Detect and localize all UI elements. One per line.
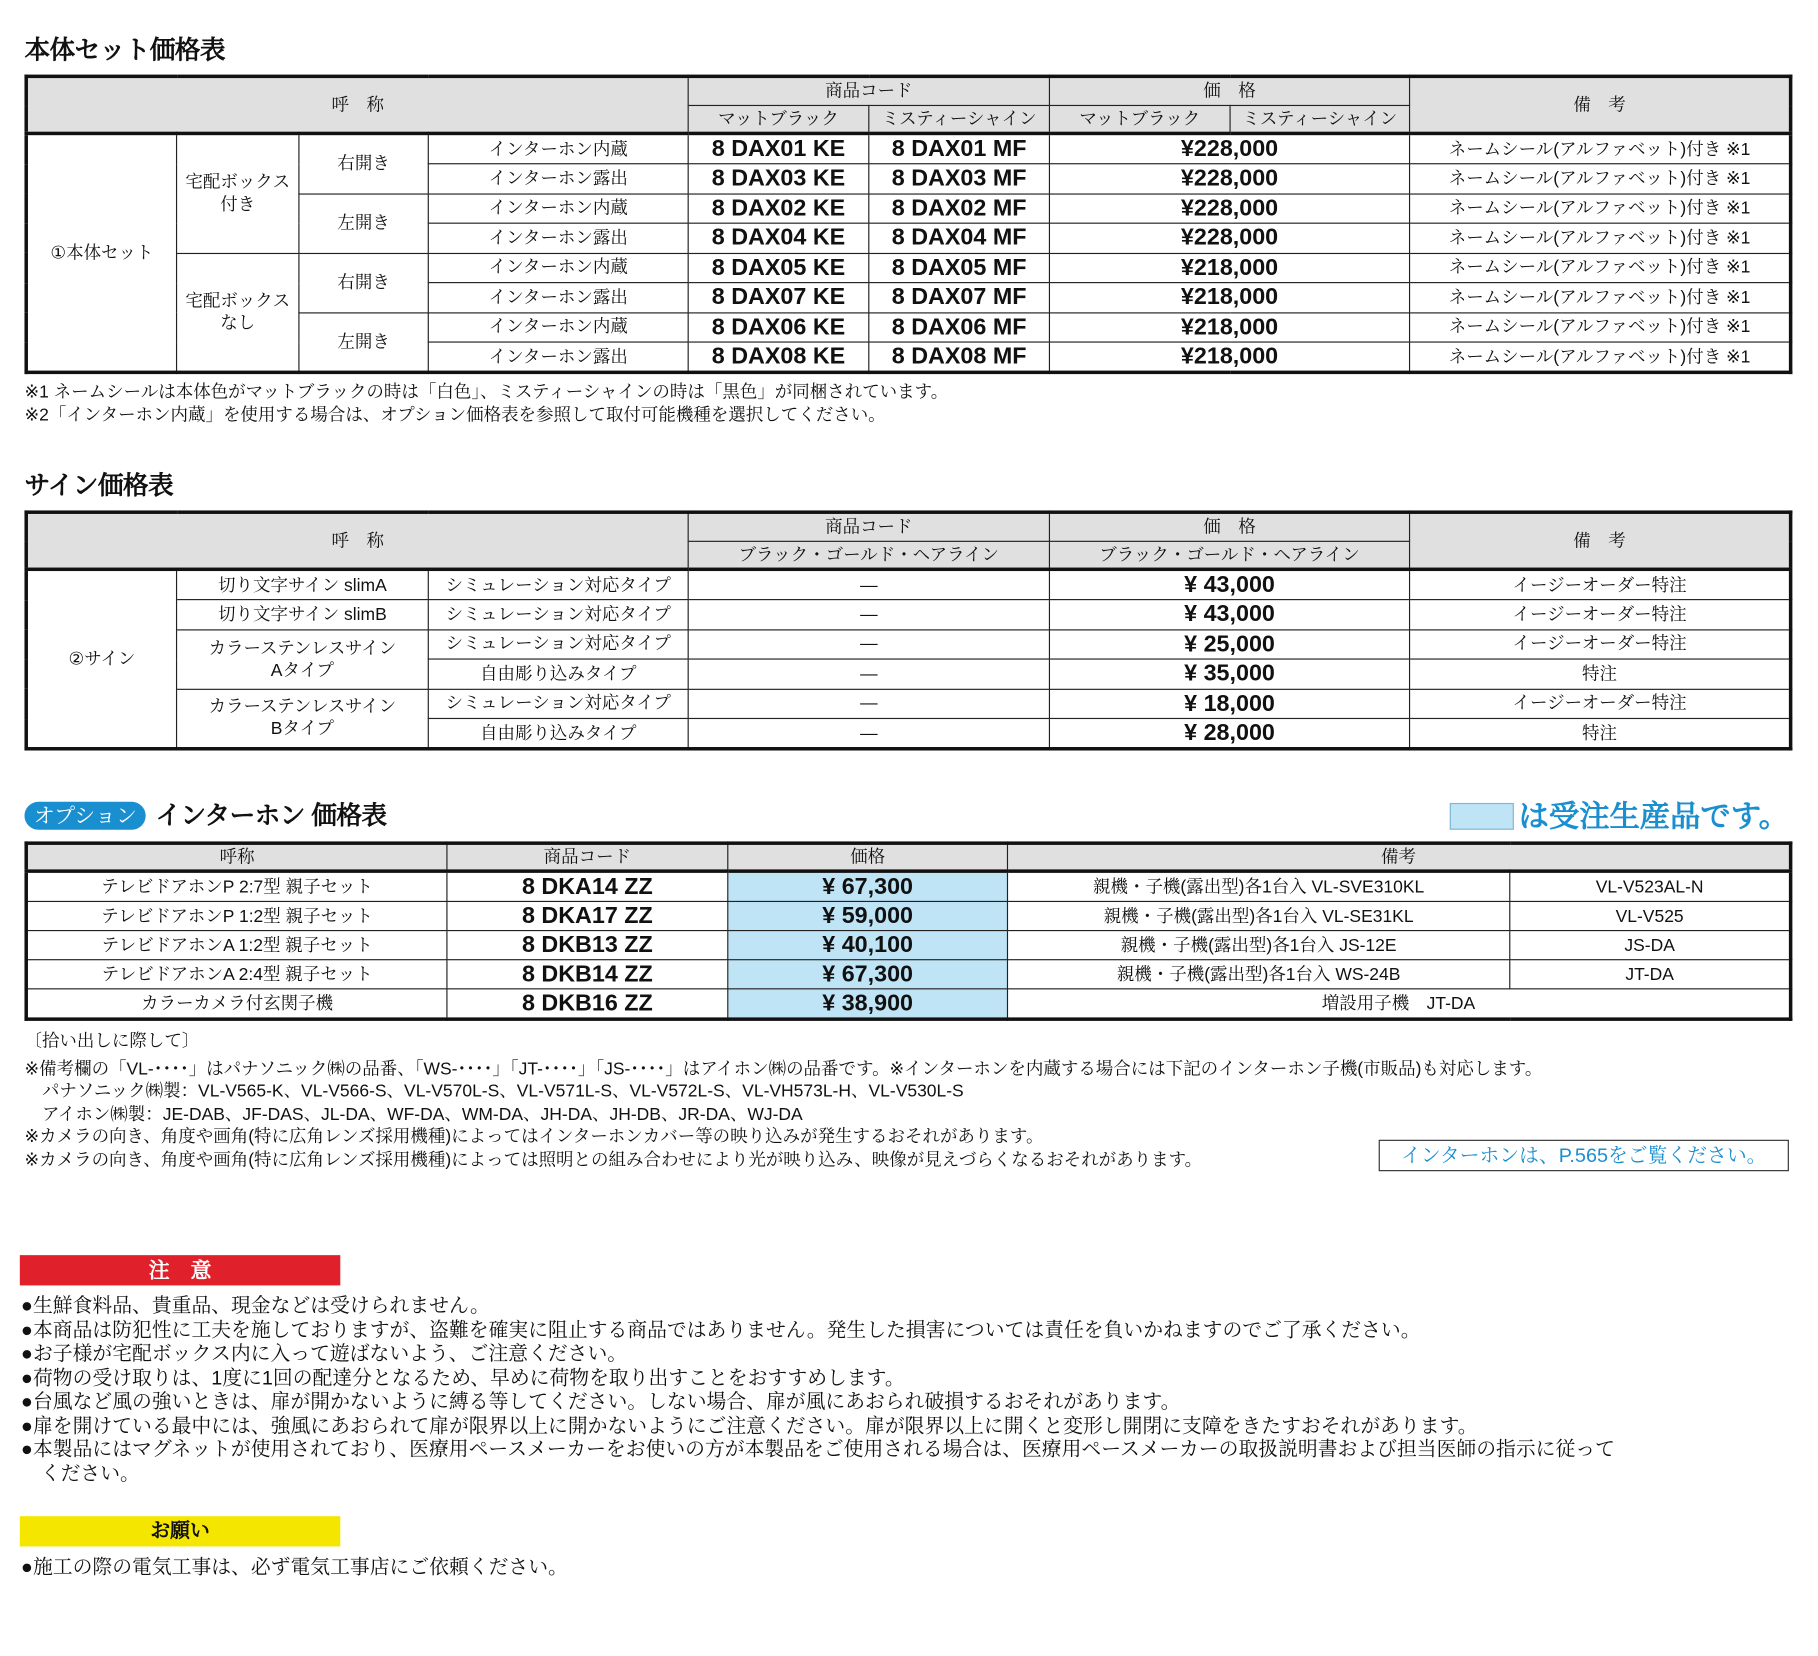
remarks: 特注	[1410, 718, 1791, 748]
table-row	[26, 931, 1790, 960]
remarks: ネームシール(アルファベット)付き ※1	[1410, 223, 1791, 253]
product-code-matte-black: 8 DAX06 KE	[688, 312, 869, 342]
caution-header: 注 意	[20, 1255, 340, 1285]
product-code-misty-shine: 8 DAX08 MF	[869, 342, 1050, 372]
intercom-type: インターホン内蔵	[428, 253, 688, 283]
caution-item: ●本製品にはマグネットが使用されており、医療用ペースメーカーをお使いの方が本製品をご使用される場合は、医療用ペースメーカーの取扱説明書および担当医師の指示に従って ください。	[20, 1438, 1615, 1485]
product-code-misty-shine: 8 DAX06 MF	[869, 312, 1050, 342]
remarks: 増設用子機 JT-DA	[1007, 989, 1790, 1019]
table-row	[26, 253, 1790, 283]
price: ¥ 35,000	[1049, 659, 1409, 689]
header-price-misty-shine: ミスティーシャイン	[1230, 105, 1409, 133]
note-line: ※カメラの向き、角度や画角(特に広角レンズ採用機種)によっては照明との組み合わせにより光が映り込み、映像が見えづらくなるおそれがあります。	[24, 1149, 1203, 1170]
compatible-model: VL-V525	[1510, 901, 1791, 930]
opening-label: 右開き	[299, 133, 428, 193]
header-code: 商品コード	[688, 76, 1049, 105]
remarks: イージーオーダー特注	[1410, 629, 1791, 659]
request-header: お願い	[20, 1516, 340, 1546]
table-row	[26, 133, 1790, 163]
intercom-price-table	[24, 841, 1792, 1020]
caution-list	[21, 1295, 1785, 1486]
price: ¥ 18,000	[1049, 689, 1409, 719]
header-name: 呼称	[26, 843, 447, 871]
sign-type: 自由彫り込みタイプ	[428, 659, 688, 689]
product-code: —	[688, 629, 1049, 659]
note-line: アイホン㈱製：JE-DAB、JF-DAS、JL-DA、WF-DA、WM-DA、JH-DA、JH-DB、JR-DA、WJ-DA	[24, 1104, 803, 1125]
sign-price-table	[24, 510, 1792, 750]
price: ¥ 59,000	[728, 901, 1008, 930]
table-row	[26, 689, 1790, 719]
price: ¥ 43,000	[1049, 600, 1409, 630]
product-name: テレビドアホンP 1:2型 親子セット	[26, 901, 447, 930]
sign-type: 自由彫り込みタイプ	[428, 718, 688, 748]
caution-item: ●本商品は防犯性に工夫を施しておりますが、盗難を確実に阻止する商品ではありません。発生した損害については責任を負いかねますのでご了承ください。	[20, 1318, 1421, 1341]
sign-type: シミュレーション対応タイプ	[428, 569, 688, 599]
product-code: —	[688, 600, 1049, 630]
caution-item: ●荷物の受け取りは、1度に1回の配達分となるため、早めに荷物を取り出すことをおすすめします。	[20, 1366, 905, 1389]
opening-label: 左開き	[299, 193, 428, 252]
sign-type: シミュレーション対応タイプ	[428, 600, 688, 630]
header-remarks: 備 考	[1410, 76, 1791, 133]
opening-label: 左開き	[299, 312, 428, 372]
set-note-1: ※1 ネームシールは本体色がマットブラックの時は「白色」、ミスティーシャインの時は「黒色」が同梱されています。	[24, 382, 949, 403]
product-code: —	[688, 569, 1049, 599]
price: ¥ 43,000	[1049, 569, 1409, 599]
table-row	[26, 569, 1790, 599]
price: ¥218,000	[1049, 312, 1409, 342]
intercom-type: インターホン内蔵	[428, 312, 688, 342]
header-name: 呼 称	[26, 76, 688, 133]
compatible-model: JT-DA	[1510, 960, 1791, 989]
header-remarks: 備 考	[1410, 512, 1791, 569]
header-price-matte-black: マットブラック	[1049, 105, 1230, 133]
product-code: —	[688, 689, 1049, 719]
price: ¥ 38,900	[728, 989, 1008, 1019]
table-row	[26, 629, 1790, 659]
sign-name: カラーステンレスサイン Aタイプ	[177, 629, 429, 688]
product-code-misty-shine: 8 DAX03 MF	[869, 164, 1050, 194]
product-name: テレビドアホンP 2:7型 親子セット	[26, 871, 447, 901]
intercom-type: インターホン露出	[428, 164, 688, 194]
price: ¥228,000	[1049, 133, 1409, 163]
intercom-notes	[24, 1058, 1788, 1126]
product-code-matte-black: 8 DAX08 KE	[688, 342, 869, 372]
product-name: テレビドアホンA 2:4型 親子セット	[26, 960, 447, 989]
price: ¥218,000	[1049, 283, 1409, 313]
product-code-matte-black: 8 DAX07 KE	[688, 283, 869, 313]
intercom-type: インターホン露出	[428, 283, 688, 313]
product-code: —	[688, 718, 1049, 748]
remarks: 特注	[1410, 659, 1791, 689]
product-code: 8 DKB16 ZZ	[447, 989, 728, 1019]
caution-item: ●台風など風の強いときは、扉が開かないように縛る等してください。しない場合、扉が風にあおられ破損するおそれがあります。	[20, 1390, 1181, 1413]
note-line: ※備考欄の「VL-････」はパナソニック㈱の品番、「WS-････」「JT-････」「JS-････」はアイホン㈱の品番です。※インターホンを内蔵する場合には下記のインターホン子機(市販品)も対応します。	[24, 1058, 1543, 1079]
remarks: ネームシール(アルファベット)付き ※1	[1410, 283, 1791, 313]
header-price-finish: ブラック・ゴールド・ヘアライン	[1049, 541, 1409, 569]
remarks: 親機・子機(露出型)各1台入 JS-12E	[1007, 931, 1509, 960]
product-code-matte-black: 8 DAX03 KE	[688, 164, 869, 194]
header-name: 呼 称	[26, 512, 688, 569]
sign-type: シミュレーション対応タイプ	[428, 629, 688, 659]
caution-item: ●生鮮食料品、貴重品、現金などは受けられません。	[20, 1294, 490, 1317]
product-code-matte-black: 8 DAX01 KE	[688, 133, 869, 163]
remarks: 親機・子機(露出型)各1台入 VL-SVE310KL	[1007, 871, 1509, 901]
intercom-type: インターホン内蔵	[428, 193, 688, 223]
price: ¥ 67,300	[728, 871, 1008, 901]
intercom-camera-notes	[24, 1126, 1364, 1171]
price: ¥228,000	[1049, 223, 1409, 253]
option-table-title: インターホン 価格表	[155, 800, 387, 830]
product-code-matte-black: 8 DAX02 KE	[688, 193, 869, 223]
header-code: 商品コード	[447, 843, 728, 871]
product-code: 8 DKB14 ZZ	[447, 960, 728, 989]
group-label: ②サイン	[26, 569, 176, 748]
product-code-matte-black: 8 DAX04 KE	[688, 223, 869, 253]
price: ¥ 67,300	[728, 960, 1008, 989]
price: ¥ 28,000	[1049, 718, 1409, 748]
price: ¥218,000	[1049, 342, 1409, 372]
note-line: ※カメラの向き、角度や画角(特に広角レンズ採用機種)によってはインターホンカバー等の映り込みが発生するおそれがあります。	[24, 1126, 1044, 1147]
compatible-model: JS-DA	[1510, 931, 1791, 960]
remarks: 親機・子機(露出型)各1台入 WS-24B	[1007, 960, 1509, 989]
request-list	[21, 1556, 1785, 1580]
remarks: イージーオーダー特注	[1410, 600, 1791, 630]
header-code-finish: ブラック・ゴールド・ヘアライン	[688, 541, 1049, 569]
sign-name: カラーステンレスサイン Bタイプ	[177, 689, 429, 749]
made-to-order-legend: は受注生産品です。	[1518, 798, 1789, 834]
remarks: ネームシール(アルファベット)付き ※1	[1410, 253, 1791, 283]
product-code: 8 DKA14 ZZ	[447, 871, 728, 901]
reference-link[interactable]: インターホンは、P.565をご覧ください。	[1379, 1140, 1789, 1171]
remarks: イージーオーダー特注	[1410, 689, 1791, 719]
table-row	[26, 600, 1790, 630]
remarks: イージーオーダー特注	[1410, 569, 1791, 599]
set-price-table	[24, 75, 1792, 375]
intercom-type: インターホン露出	[428, 342, 688, 372]
sign-type: シミュレーション対応タイプ	[428, 689, 688, 719]
caution-item: ●扉を開けている最中には、強風にあおられて扉が限界以上に開かないようにご注意ください。扉が限界以上に開くと変形し開閉に支障をきたすおそれがあります。	[20, 1414, 1478, 1437]
header-code-matte-black: マットブラック	[688, 105, 869, 133]
table-row	[26, 960, 1790, 989]
remarks: ネームシール(アルファベット)付き ※1	[1410, 193, 1791, 223]
option-badge: オプション	[24, 802, 146, 830]
header-remarks: 備考	[1007, 843, 1790, 871]
product-code: 8 DKA17 ZZ	[447, 901, 728, 930]
product-code-misty-shine: 8 DAX04 MF	[869, 223, 1050, 253]
header-price: 価格	[728, 843, 1008, 871]
product-code-matte-black: 8 DAX05 KE	[688, 253, 869, 283]
intercom-type: インターホン内蔵	[428, 133, 688, 163]
table-row	[26, 871, 1790, 901]
request-item: ●施工の際の電気工事は、必ず電気工事店にご依頼ください。	[20, 1555, 568, 1578]
note-line: パナソニック㈱製：VL-V565-K、VL-V566-S、VL-V570L-S、VL-V571L-S、VL-V572L-S、VL-VH573L-H、VL-V530L-S	[24, 1081, 964, 1102]
price: ¥228,000	[1049, 164, 1409, 194]
product-code-misty-shine: 8 DAX05 MF	[869, 253, 1050, 283]
subgroup-label: 宅配ボックス 付き	[177, 133, 299, 252]
remarks: ネームシール(アルファベット)付き ※1	[1410, 312, 1791, 342]
opening-label: 右開き	[299, 253, 428, 312]
compatible-model: VL-V523AL-N	[1510, 871, 1791, 901]
sign-table-title: サイン価格表	[24, 470, 174, 500]
sign-name: 切り文字サイン slimB	[177, 600, 429, 630]
product-code-misty-shine: 8 DAX02 MF	[869, 193, 1050, 223]
group-label: ①本体セット	[26, 133, 176, 372]
header-code: 商品コード	[688, 512, 1049, 541]
notes-title: 〔拾い出しに際して〕	[24, 1031, 200, 1052]
sign-name: 切り文字サイン slimA	[177, 569, 429, 599]
set-note-2: ※2「インターホン内蔵」を使用する場合は、オプション価格表を参照して取付可能機種を選択してください。	[24, 404, 886, 425]
price: ¥ 40,100	[728, 931, 1008, 960]
subgroup-label: 宅配ボックス なし	[177, 253, 299, 372]
set-table-title: 本体セット価格表	[24, 34, 225, 65]
product-code-misty-shine: 8 DAX07 MF	[869, 283, 1050, 313]
product-name: カラーカメラ付玄関子機	[26, 989, 447, 1019]
header-code-misty-shine: ミスティーシャイン	[869, 105, 1050, 133]
price: ¥228,000	[1049, 193, 1409, 223]
option-header	[24, 797, 1788, 834]
price: ¥218,000	[1049, 253, 1409, 283]
made-to-order-swatch	[1450, 802, 1514, 829]
header-price: 価 格	[1049, 512, 1409, 541]
product-name: テレビドアホンA 1:2型 親子セット	[26, 931, 447, 960]
product-code-misty-shine: 8 DAX01 MF	[869, 133, 1050, 163]
price: ¥ 25,000	[1049, 629, 1409, 659]
remarks: 親機・子機(露出型)各1台入 VL-SE31KL	[1007, 901, 1509, 930]
product-code: —	[688, 659, 1049, 689]
header-price: 価 格	[1049, 76, 1409, 105]
remarks: ネームシール(アルファベット)付き ※1	[1410, 164, 1791, 194]
table-row	[26, 901, 1790, 930]
remarks: ネームシール(アルファベット)付き ※1	[1410, 133, 1791, 163]
table-row	[26, 989, 1790, 1019]
intercom-type: インターホン露出	[428, 223, 688, 253]
caution-item: ●お子様が宅配ボックス内に入って遊ばないよう、ご注意ください。	[20, 1342, 628, 1365]
product-code: 8 DKB13 ZZ	[447, 931, 728, 960]
remarks: ネームシール(アルファベット)付き ※1	[1410, 342, 1791, 372]
intercom-notes-row	[24, 1126, 1788, 1171]
